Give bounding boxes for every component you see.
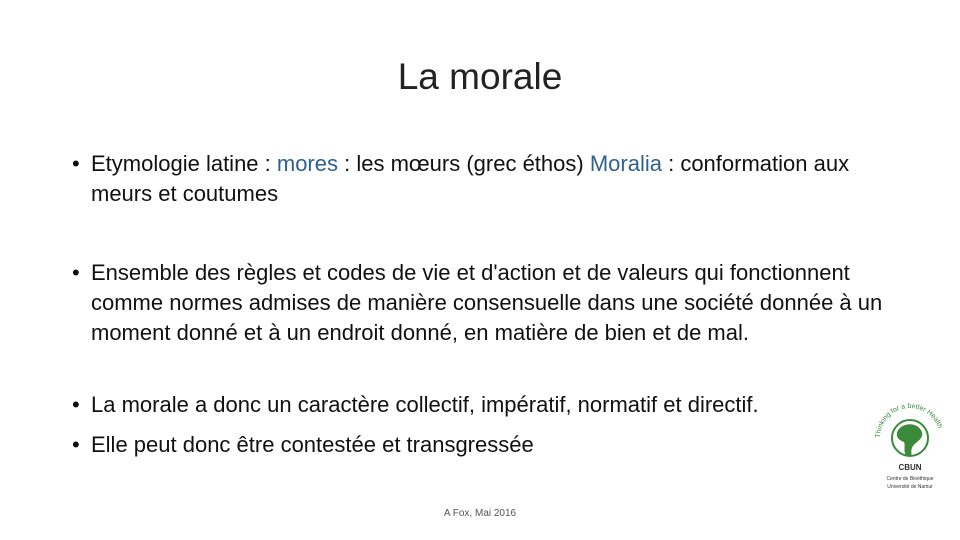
- slide-footer: A Fox, Mai 2016: [443, 508, 517, 519]
- bullet-text: : les mœurs (grec éthos): [338, 151, 590, 176]
- logo-line1: Centre de Bioéthique: [886, 476, 934, 482]
- logo-name: CBUN: [898, 463, 922, 472]
- term-moralia: Moralia: [589, 151, 662, 176]
- bullet-text: La morale a donc un caractère collectif, impératif, normatif et directif.: [91, 392, 759, 417]
- bullet-contested: [72, 430, 892, 460]
- logo-line2: Université de Namur: [887, 484, 933, 490]
- bullet-text: : conformation aux meurs et coutumes: [91, 151, 850, 206]
- bullet-text: Etymologie latine :: [91, 151, 277, 176]
- cbun-logo: [868, 386, 952, 494]
- bullet-text: Ensemble des règles et codes de vie et d'action et de valeurs qui fonctionnent comme normes admises de manière consensuelle dans une société donnée à un moment donné et à un endroit donné, en matière de bien et de mal.: [91, 260, 883, 345]
- bullet-etymology: [72, 149, 892, 209]
- bullet-dot: •: [72, 392, 80, 417]
- bullet-collective: [72, 390, 892, 420]
- bullet-dot: •: [72, 432, 80, 457]
- bullet-dot: •: [72, 151, 80, 176]
- logo-arc-textpath: Thinking for a better Health: [874, 402, 944, 439]
- bullet-text: Elle peut donc être contestée et transgressée: [91, 432, 534, 457]
- bullet-definition: [72, 258, 892, 348]
- term-mores: mores: [276, 151, 338, 176]
- bullet-dot: •: [72, 260, 80, 285]
- slide-title: La morale: [397, 56, 563, 97]
